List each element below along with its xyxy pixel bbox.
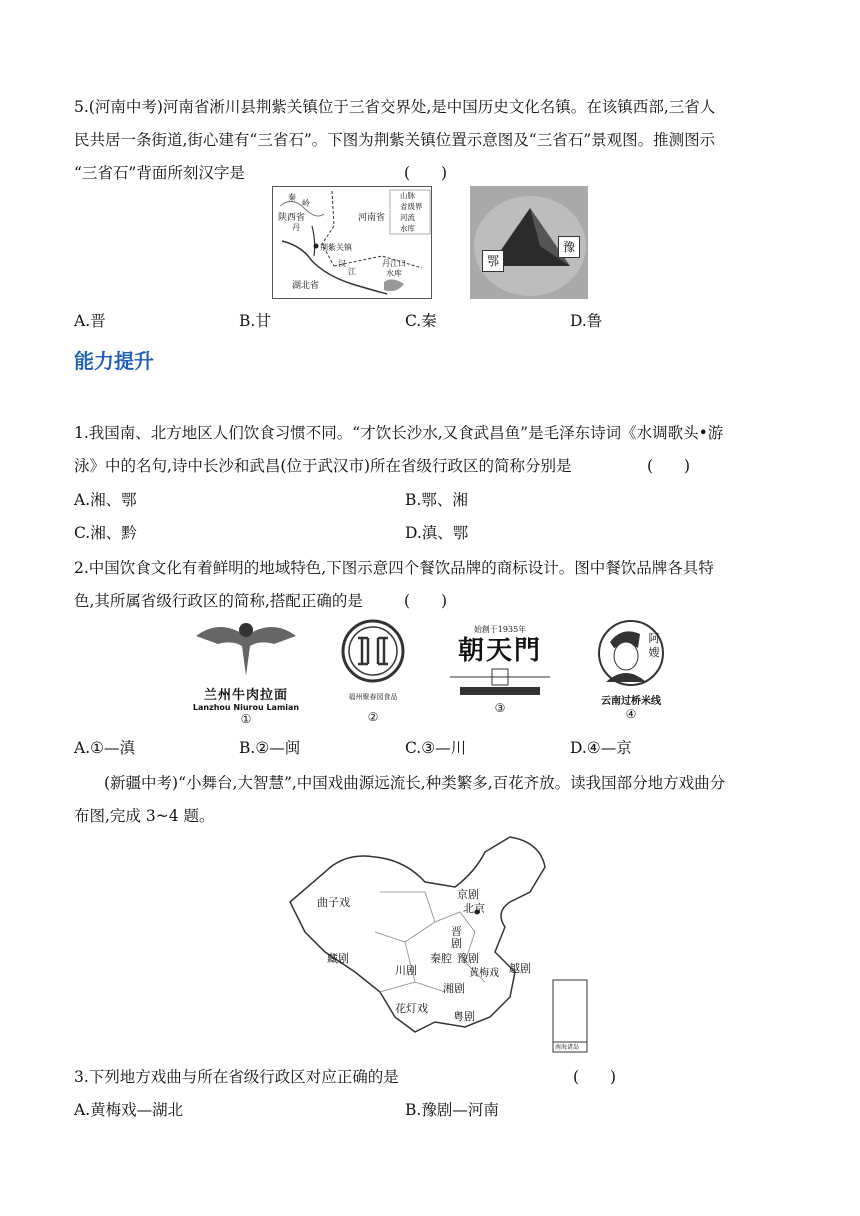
logo-lanzhou (190, 618, 302, 726)
opera-label-beijing: 北京 (463, 902, 485, 915)
q2-option-d[interactable]: D.④—京 (570, 739, 632, 757)
logo-asao (588, 618, 674, 726)
q2-line2: 色,其所属省级行政区的简称,搭配正确的是 (74, 592, 363, 610)
q1-option-d[interactable]: D.滇、鄂 (405, 524, 469, 542)
opera-label-yueju: 越剧 (509, 962, 531, 975)
opera-label-xiangju: 湘剧 (443, 982, 465, 995)
logo-asao-side: 阿嫂 (648, 632, 660, 659)
q5-line2: 民共居一条街道,街心建有“三省石”。下图为荆紫关镇位置示意图及“三省石”景观图。推测图示 (74, 131, 716, 149)
map-label-jingziguan: 荆紫关镇 (320, 243, 352, 252)
opera-label-huangmeixi: 黄梅戏 (469, 968, 499, 979)
q1-line1: 1.我国南、北方地区人们饮食习惯不同。“才饮长沙水,又食武昌鱼”是毛泽东诗词《水调歌头•游 (74, 424, 724, 442)
opera-label-zangju: 藏剧 (327, 952, 349, 965)
section-title: 能力提升 (74, 349, 154, 373)
logo-number-4: ④ (625, 707, 637, 721)
q5-option-b[interactable]: B.甘 (239, 312, 271, 330)
opera-label-chuanju: 川剧 (395, 964, 417, 977)
logo-fuzhou (330, 618, 416, 726)
location-map (272, 186, 432, 299)
map-label-hubei: 湖北省 (292, 281, 320, 291)
q1-answer-paren: ( ) (647, 457, 691, 475)
logo-fuzhou-text: 福州聚春园食品 (348, 693, 398, 701)
logo-lanzhou-sub: Lanzhou Niurou Lamian (192, 703, 300, 712)
q3-option-b[interactable]: B.豫剧—河南 (405, 1101, 499, 1119)
logo-lanzhou-text: 兰州牛肉拉面 (203, 688, 288, 703)
q3-line1: 3.下列地方戏曲与所在省级行政区对应正确的是 (74, 1068, 399, 1086)
map-label-qin: 秦 (288, 193, 296, 202)
q2-option-a[interactable]: A.①—滇 (74, 739, 136, 757)
logo-chaotianmen-text: 朝天門 (457, 636, 542, 666)
map-label-henan: 河南省 (358, 213, 386, 223)
map-label-shaanxi: 陕西省 (278, 213, 306, 223)
logo-number-2: ② (367, 710, 379, 724)
stone-label-yu: 豫 (558, 236, 580, 258)
legend-boundary: 省级界 (400, 202, 423, 211)
map-label-danjiangkou: 丹江口 (382, 259, 406, 268)
opera-label-huadengxi: 花灯戏 (395, 1002, 428, 1015)
opera-map (285, 832, 590, 1054)
q5-answer-paren: ( ) (404, 164, 448, 182)
q1-option-a[interactable]: A.湘、鄂 (74, 491, 137, 509)
q2-option-b[interactable]: B.②—闽 (239, 739, 301, 757)
map-label-han: 汉 (338, 259, 346, 268)
q5-option-a[interactable]: A.晋 (74, 312, 106, 330)
q3-option-a[interactable]: A.黄梅戏—湖北 (74, 1101, 184, 1119)
map-label-ling: 岭 (302, 199, 310, 208)
map-label-jiang: 江 (348, 267, 356, 276)
legend-mountain: 山脉 (400, 191, 415, 200)
opera-label-yuju: 豫剧 (457, 952, 479, 965)
logo-chaotianmen-top: 始創于1935年 (473, 625, 527, 634)
opera-label-jinju: 晋剧 (451, 925, 462, 950)
opera-label-jingju: 京剧 (457, 888, 479, 901)
opera-label-quzixi: 曲子戏 (317, 896, 350, 909)
opera-inset-label: 南海诸岛 (555, 1044, 580, 1051)
q1-option-c[interactable]: C.湘、黔 (74, 524, 137, 542)
logo-number-1: ① (240, 712, 252, 726)
q5-line3: “三省石”背面所刻汉字是 (74, 164, 245, 182)
q1-line2: 泳》中的名句,诗中长沙和武昌(位于武汉市)所在省级行政区的简称分别是 (74, 457, 572, 475)
q5-line1: 5.(河南中考)河南省淅川县荆紫关镇位于三省交界处,是中国历史文化名镇。在该镇西部,三省人 (74, 98, 716, 116)
q5-option-c[interactable]: C.秦 (405, 312, 437, 330)
opera-label-qinqiang: 秦腔 (430, 952, 452, 965)
logo-number-3: ③ (494, 701, 506, 715)
map-label-reservoir: 水库 (386, 269, 402, 278)
legend-river: 河流 (400, 213, 415, 222)
q2-line1: 2.中国饮食文化有着鲜明的地域特色,下图示意四个餐饮品牌的商标设计。图中餐饮品牌各具特 (74, 559, 714, 577)
opera-label-yueju-canton: 粤剧 (453, 1010, 475, 1023)
map-label-dan: 丹 (292, 223, 300, 232)
q2-answer-paren: ( ) (404, 592, 448, 610)
intro34-line2: 布图,完成 3~4 题。 (74, 807, 215, 825)
three-province-stone-photo (470, 186, 588, 299)
q1-option-b[interactable]: B.鄂、湘 (405, 491, 468, 509)
logo-asao-text: 云南过桥米线 (601, 696, 661, 707)
intro34-line1: (新疆中考)“小舞台,大智慧”,中国戏曲源远流长,种类繁多,百花齐放。读我国部分地方戏曲分 (104, 774, 726, 792)
legend-reservoir: 水库 (400, 224, 415, 233)
q5-option-d[interactable]: D.鲁 (570, 312, 603, 330)
stone-label-e: 鄂 (482, 250, 504, 272)
logo-chaotianmen (440, 618, 560, 726)
q3-answer-paren: ( ) (573, 1068, 617, 1086)
q2-option-c[interactable]: C.③—川 (405, 739, 467, 757)
